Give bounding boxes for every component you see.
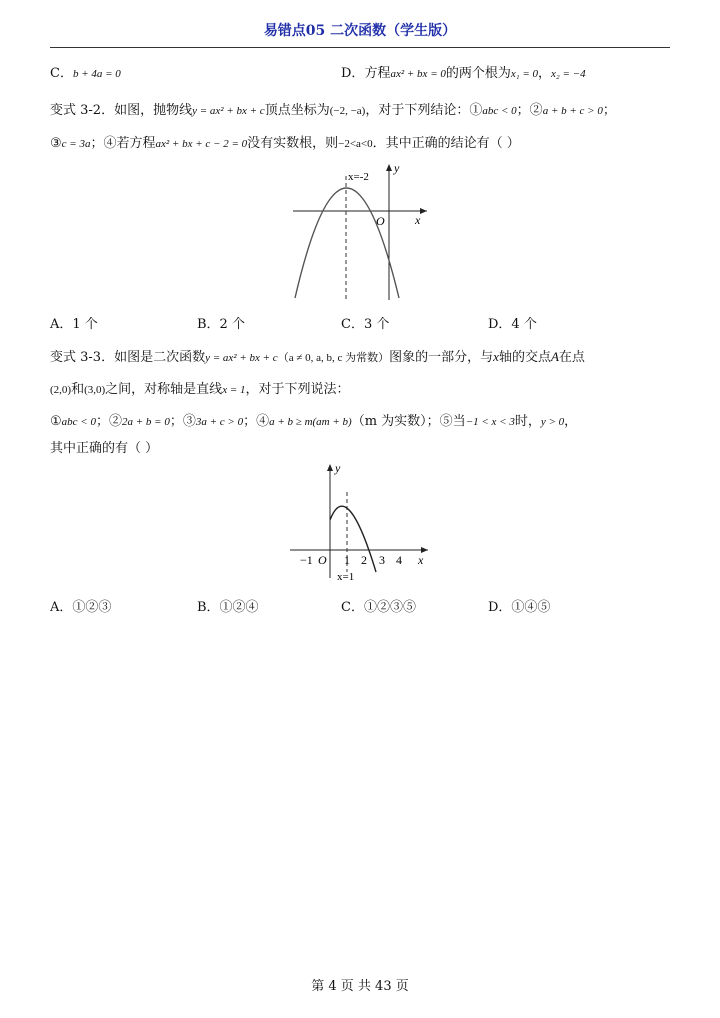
- q33-tick-label: 2: [361, 553, 367, 567]
- page-footer: 第 4 页 共 43 页: [311, 979, 409, 994]
- q32-option-b[interactable]: B．2 个: [197, 317, 245, 332]
- q32-text: 没有实数根，则: [247, 136, 339, 151]
- q32-line1: [50, 99, 616, 118]
- q32-expr: a + b + c > 0: [542, 105, 603, 117]
- q33-origin-label: O: [318, 553, 327, 567]
- option-d-prev: [341, 62, 586, 81]
- q33-text: 如图是二次函数: [114, 350, 206, 365]
- option-d-sep: ，: [538, 66, 552, 81]
- q32-figure: [285, 158, 435, 304]
- q32-x-arrow: [420, 208, 427, 214]
- q33-parabola: [330, 506, 376, 572]
- q33-text: ，对于下列说法：: [245, 382, 350, 397]
- q32-text: ．其中正确的结论有（ ）: [372, 136, 520, 151]
- q33-line2: [50, 378, 350, 397]
- option-d-text2: 的两个根为: [445, 66, 511, 81]
- q33-tick-label: 3: [379, 553, 385, 567]
- q32-expr: y = ax² + bx + c: [192, 105, 265, 117]
- option-d-label: D．: [341, 66, 365, 81]
- q33-expr: (3,0): [84, 384, 106, 396]
- q33-text: 轴的交点: [498, 350, 551, 365]
- q33-label: 变式 3-3．: [50, 350, 115, 365]
- q32-text: ；②: [516, 103, 543, 118]
- q32-expr: abc < 0: [482, 105, 517, 117]
- q32-origin-label: O: [376, 214, 385, 228]
- q32-expr: ax² + bx + c − 2 = 0: [155, 138, 248, 150]
- q33-option-d[interactable]: D．①④⑤: [488, 600, 551, 615]
- q33-expr: 3a + c > 0: [195, 416, 244, 428]
- q33-text: 图象的一部分，与: [389, 350, 494, 365]
- q32-text: ③: [50, 136, 62, 151]
- q33-text: 在点: [558, 350, 585, 365]
- option-c-prev: [50, 62, 121, 81]
- q33-expr: y > 0: [540, 416, 565, 428]
- q32-option-a[interactable]: A．1 个: [50, 317, 98, 332]
- q33-tick-label: 4: [396, 553, 402, 567]
- q33-line4: 其中正确的有（ ）: [50, 441, 159, 456]
- option-d-expr: ax² + bx = 0: [390, 68, 446, 80]
- q33-text: 之间，对称轴是直线: [105, 382, 223, 397]
- q33-option-a[interactable]: A．①②③: [50, 600, 112, 615]
- page-header-title: 易错点05 二次函数（学生版）: [263, 23, 457, 39]
- header-rule: [50, 47, 670, 48]
- q33-y-arrow: [327, 464, 333, 471]
- q32-line2: [50, 132, 520, 151]
- q33-x-label: x: [418, 553, 424, 567]
- q32-expr: −2<a<0: [338, 138, 373, 150]
- q33-line3: [50, 410, 577, 429]
- q32-label: 变式 3-2．: [50, 103, 115, 118]
- q33-tick-label: −1: [300, 553, 313, 567]
- q32-y-arrow: [386, 164, 392, 171]
- q33-option-b[interactable]: B．①②④: [197, 600, 259, 615]
- q33-text: 时，: [514, 414, 541, 429]
- option-c-label: C．: [50, 66, 73, 81]
- option-d-root2: x₂ = −4: [551, 68, 586, 80]
- q32-option-c[interactable]: C．3 个: [341, 317, 390, 332]
- q33-expr: abc < 0: [61, 416, 96, 428]
- q33-axis-label: x=1: [337, 571, 355, 583]
- q32-y-label: y: [394, 161, 400, 175]
- q33-y-label: y: [335, 461, 341, 475]
- q33-expr: （a ≠ 0, a, b, c 为常数）: [277, 352, 390, 364]
- q33-expr: 2a + b = 0: [121, 416, 170, 428]
- q33-expr: −1 < x < 3: [465, 416, 515, 428]
- q32-text: ；④若方程: [90, 136, 156, 151]
- q33-expr: y = ax² + bx + c: [205, 352, 278, 364]
- q33-text: ，: [564, 414, 578, 429]
- q32-x-label: x: [415, 213, 421, 227]
- q32-text: ；: [602, 103, 616, 118]
- q32-expr: c = 3a: [61, 138, 91, 150]
- q32-option-d[interactable]: D．4 个: [488, 317, 537, 332]
- q33-text: （m 为实数）；⑤当: [351, 414, 466, 429]
- q33-text: ；③: [169, 414, 196, 429]
- q32-axis-label: x=-2: [348, 171, 369, 183]
- option-d-root1: x₁ = 0: [510, 68, 539, 80]
- q32-text: 顶点坐标为: [264, 103, 330, 118]
- q33-text: ；②: [95, 414, 122, 429]
- q33-expr: (2,0): [50, 384, 72, 396]
- q33-line1: [50, 346, 585, 365]
- q33-text: ①: [50, 414, 62, 429]
- q33-figure: [286, 458, 436, 586]
- q33-text: ；④: [243, 414, 270, 429]
- q32-parabola: [295, 188, 399, 298]
- option-c-expr: b + 4a = 0: [72, 68, 121, 80]
- q32-text: ，对于下列结论：①: [365, 103, 483, 118]
- q33-text: 和: [71, 382, 85, 397]
- q32-text: 如图，抛物线: [114, 103, 193, 118]
- q33-tick-label: 1: [344, 553, 350, 567]
- q33-var: x: [493, 349, 499, 364]
- q33-expr: a + b ≥ m(am + b): [269, 416, 352, 428]
- q33-expr: x = 1: [222, 384, 246, 396]
- q33-var: A: [550, 349, 559, 364]
- option-d-text1: 方程: [364, 66, 391, 81]
- q33-option-c[interactable]: C．①②③⑤: [341, 600, 416, 615]
- q32-vertex: (−2, −a): [329, 105, 366, 117]
